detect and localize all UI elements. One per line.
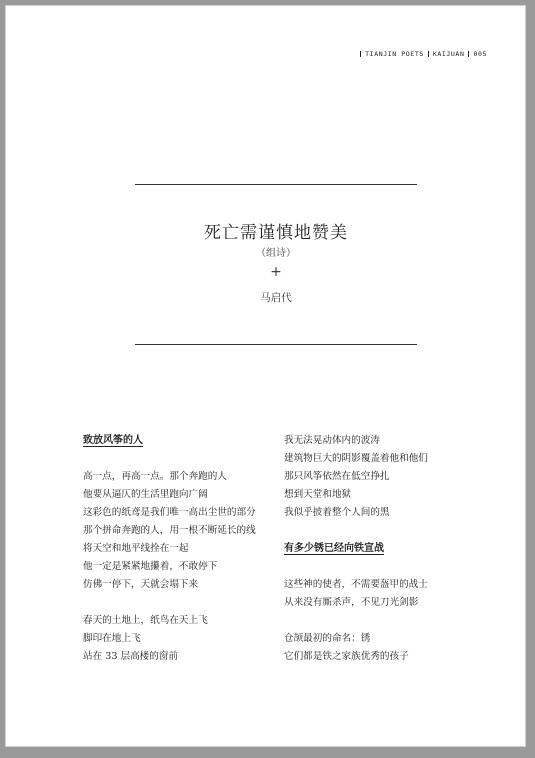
- poem-line: 他要从逼仄的生活里跑向广阔: [83, 489, 208, 500]
- poem-line: 想到天堂和地狱: [284, 489, 352, 500]
- stanza-gap: [284, 612, 494, 630]
- poem-line: 春天的土地上，纸鸟在天上飞: [83, 615, 208, 626]
- page: [5, 5, 526, 747]
- poem-line: 那个拼命奔跑的人，用一根不断延长的线: [83, 525, 256, 536]
- stanza-gap: [83, 450, 283, 468]
- stanza-gap: [284, 558, 494, 576]
- header-divider: [428, 51, 429, 57]
- poem-line: 将天空和地平线拴在一起: [83, 543, 189, 554]
- poem-line: 从来没有厮杀声，不见刀光剑影: [284, 597, 419, 608]
- header-divider: [468, 51, 469, 57]
- header-series: TIANJIN POETS: [365, 50, 424, 58]
- running-header: [356, 50, 487, 58]
- header-section: KAIJUAN: [432, 50, 465, 58]
- poem-line: 他一定是紧紧地攥着，不敢停下: [83, 561, 218, 572]
- poem-line: 站在 33 层高楼的窗前: [83, 651, 179, 662]
- right-column: [284, 432, 494, 666]
- stanza-gap: [83, 594, 283, 612]
- poem-line: 这彩色的纸鸢是我们唯一高出尘世的部分: [83, 507, 256, 518]
- poem-line: 这些神的使者，不需要盔甲的战士: [284, 579, 428, 590]
- poem-line: 高一点，再高一点。那个奔跑的人: [83, 471, 227, 482]
- top-rule: [135, 184, 417, 185]
- header-page-number: 005: [473, 50, 487, 58]
- poem-line: 它们都是铁之家族优秀的孩子: [284, 651, 409, 662]
- poem-line: 仿佛一停下，天就会塌下来: [83, 579, 199, 590]
- poem-title: 死亡需谨慎地赞美: [204, 223, 348, 243]
- header-divider: [360, 51, 361, 57]
- poem-line: 我无法晃动体内的波涛: [284, 435, 380, 446]
- plus-separator: +: [270, 264, 282, 280]
- section-heading: 致放风筝的人: [83, 435, 143, 446]
- stanza-gap: [284, 522, 494, 540]
- author-name: 马启代: [260, 292, 292, 304]
- section-heading: 有多少锈已经向铁宣战: [284, 543, 384, 554]
- bottom-rule: [135, 344, 417, 345]
- left-column: [83, 432, 283, 666]
- poem-line: 仓颉最初的命名：锈: [284, 633, 371, 644]
- poem-line: 我似乎披着整个人间的黑: [284, 507, 390, 518]
- poem-subtitle: （组诗）: [256, 248, 296, 259]
- poem-line: 脚印在地上飞: [83, 633, 141, 644]
- poem-line: 那只风筝依然在低空挣扎: [284, 471, 390, 482]
- poem-line: 建筑物巨大的阴影覆盖着他和他们: [284, 453, 428, 464]
